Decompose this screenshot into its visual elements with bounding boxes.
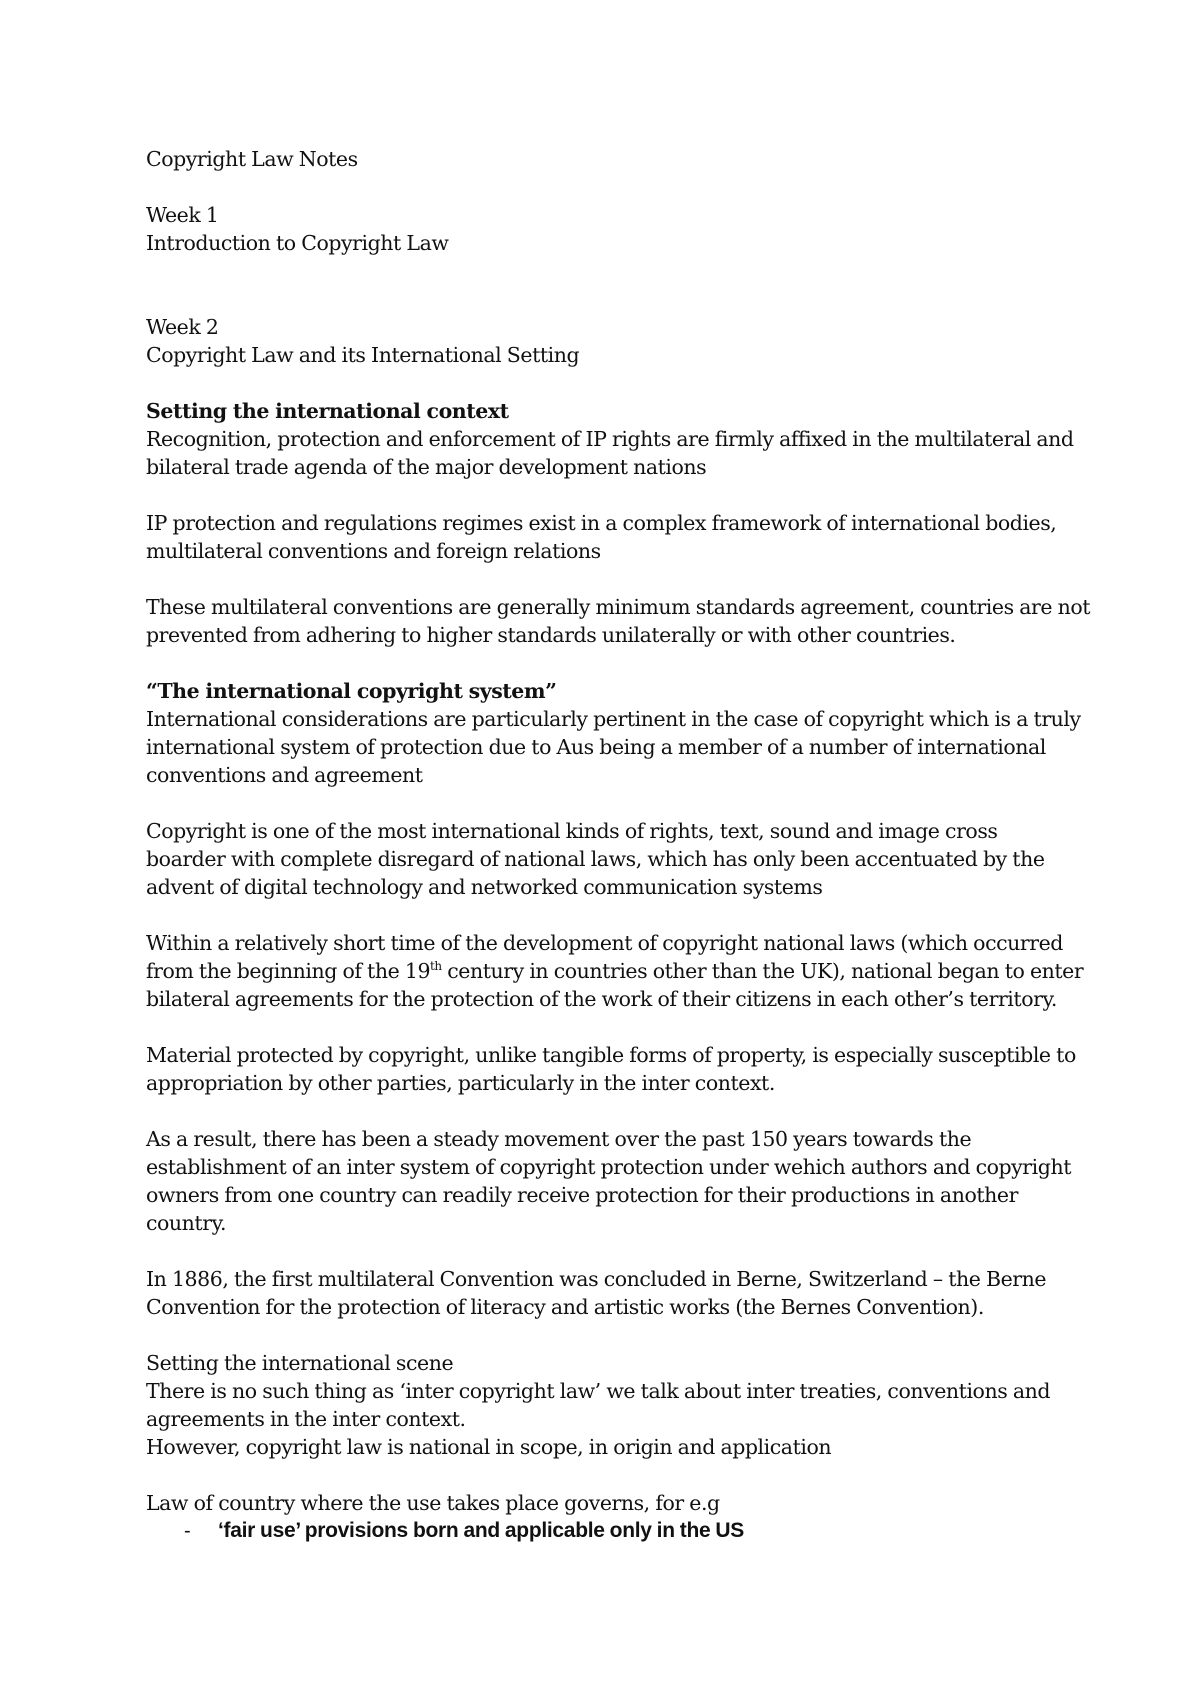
paragraph-line: bilateral trade agenda of the major development nations xyxy=(146,455,707,479)
paragraph-line: appropriation by other parties, particularly in the inter context. xyxy=(146,1071,775,1095)
paragraph-line: However, copyright law is national in scope, in origin and application xyxy=(146,1435,832,1459)
paragraph-line: IP protection and regulations regimes exist in a complex framework of international bodies, xyxy=(146,511,1057,535)
section-heading: “The international copyright system” xyxy=(146,679,557,703)
paragraph-line: establishment of an inter system of copyright protection under wehich authors and copyright xyxy=(146,1155,1071,1179)
paragraph-line: As a result, there has been a steady movement over the past 150 years towards the xyxy=(146,1127,972,1151)
paragraph-text: from the beginning of the 19 xyxy=(146,959,431,983)
spacer xyxy=(146,649,1096,677)
week-2-label: Week 2 xyxy=(146,315,219,339)
paragraph-text: century in countries other than the UK), national began to enter xyxy=(441,959,1084,983)
paragraph-line: There is no such thing as ‘inter copyright law’ we talk about inter treaties, conventions and xyxy=(146,1379,1051,1403)
spacer xyxy=(146,285,1096,313)
paragraph-line: Law of country where the use takes place governs, for e.g xyxy=(146,1491,720,1515)
paragraph-line: Recognition, protection and enforcement of IP rights are firmly affixed in the multilateral and xyxy=(146,427,1074,451)
paragraph-line: International considerations are particularly pertinent in the case of copyright which is a truly xyxy=(146,707,1081,731)
spacer xyxy=(146,369,1096,397)
spacer xyxy=(146,901,1096,929)
paragraph-line: Copyright is one of the most international kinds of rights, text, sound and image cross xyxy=(146,819,998,843)
week-2-topic: Copyright Law and its International Setting xyxy=(146,343,580,367)
document-body xyxy=(146,145,1096,1545)
spacer xyxy=(146,1321,1096,1349)
paragraph-line: boarder with complete disregard of national laws, which has only been accentuated by the xyxy=(146,847,1045,871)
superscript: th xyxy=(430,959,442,973)
paragraph-line: In 1886, the first multilateral Convention was concluded in Berne, Switzerland – the Berne xyxy=(146,1267,1047,1291)
week-1-topic: Introduction to Copyright Law xyxy=(146,231,449,255)
spacer xyxy=(146,565,1096,593)
paragraph-line: multilateral conventions and foreign relations xyxy=(146,539,601,563)
section-heading: Setting the international context xyxy=(146,399,509,423)
list-item xyxy=(146,1517,1096,1545)
paragraph-line: Material protected by copyright, unlike tangible forms of property, is especially susceptible to xyxy=(146,1043,1076,1067)
week-1-label: Week 1 xyxy=(146,203,219,227)
spacer xyxy=(146,1237,1096,1265)
paragraph-line: conventions and agreement xyxy=(146,763,423,787)
spacer xyxy=(146,1097,1096,1125)
section-heading: Setting the international scene xyxy=(146,1351,454,1375)
paragraph-line: These multilateral conventions are generally minimum standards agreement, countries are not xyxy=(146,595,1091,619)
spacer xyxy=(146,173,1096,201)
spacer xyxy=(146,1461,1096,1489)
paragraph-line: owners from one country can readily receive protection for their productions in another xyxy=(146,1183,1018,1207)
paragraph-line: bilateral agreements for the protection of the work of their citizens in each other’s territory. xyxy=(146,987,1057,1011)
paragraph-line: advent of digital technology and networked communication systems xyxy=(146,875,823,899)
spacer xyxy=(146,789,1096,817)
paragraph-line: agreements in the inter context. xyxy=(146,1407,466,1431)
paragraph-line: Convention for the protection of literacy and artistic works (the Bernes Convention). xyxy=(146,1295,984,1319)
paragraph-line: country. xyxy=(146,1211,227,1235)
paragraph-line: prevented from adhering to higher standards unilaterally or with other countries. xyxy=(146,623,956,647)
paragraph-line: international system of protection due to Aus being a member of a number of international xyxy=(146,735,1046,759)
paragraph-line xyxy=(146,957,1096,985)
document-title: Copyright Law Notes xyxy=(146,147,358,171)
spacer xyxy=(146,257,1096,285)
list-item-text: ‘fair use’ provisions born and applicable only in the US xyxy=(218,1519,744,1542)
paragraph-line: Within a relatively short time of the development of copyright national laws (which occurred xyxy=(146,931,1063,955)
spacer xyxy=(146,1013,1096,1041)
spacer xyxy=(146,481,1096,509)
bullet-marker: - xyxy=(184,1520,191,1542)
